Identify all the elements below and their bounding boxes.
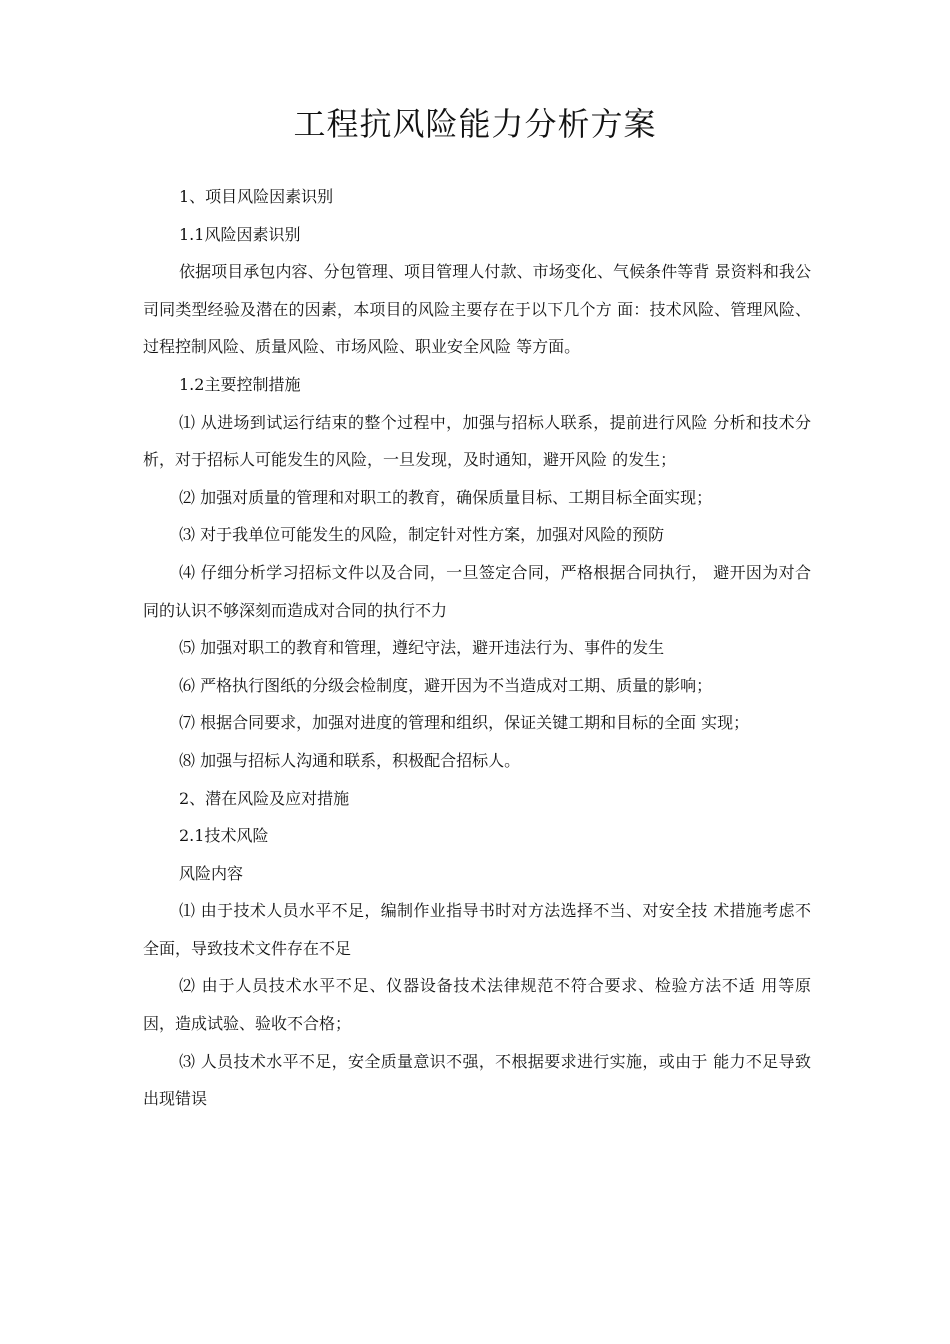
measure-item-1: ⑴ 从进场到试运行结束的整个过程中，加强与招标人联系，提前进行风险 分析和技术分析，对于招标人可能发生的风险，一旦发现，及时通知，避开风险 的发生； [143, 412, 811, 470]
document-title: 工程抗风险能力分析方案 [293, 105, 657, 143]
risk-content-label: 风险内容 [179, 863, 244, 883]
section-heading-1: 1、项目风险因素识别 [179, 187, 334, 206]
measure-item-2: ⑵ 加强对质量的管理和对职工的教育，确保质量目标、工期目标全面实现； [179, 487, 713, 507]
measure-item-4: ⑷ 仔细分析学习招标文件以及合同，一旦签定合同，严格根据合同执行， 避开因为对合同的认识不够深刻而造成对合同的执行不力 [143, 562, 811, 620]
measure-item-3: ⑶ 对于我单位可能发生的风险，制定针对性方案，加强对风险的预防 [179, 525, 665, 545]
subsection-heading-1-2: 1.2主要控制措施 [179, 374, 301, 394]
paragraph-risk-factors: 依据项目承包内容、分包管理、项目管理人付款、市场变化、气候条件等背 景资料和我公司同类型经验及潜在的因素，本项目的风险主要存在于以下几个方 面：技术风险、管理风险、过程控制风险、质量风险、市场风险、职业安全风险 等方面。 [143, 262, 811, 357]
risk-item-2: ⑵ 由于人员技术水平不足、仪器设备技术法律规范不符合要求、检验方法不适 用等原因，造成试验、验收不合格； [143, 976, 811, 1034]
section-heading-2: 2、潜在风险及应对措施 [179, 788, 350, 808]
measure-item-8: ⑻ 加强与招标人沟通和联系，积极配合招标人。 [179, 750, 521, 770]
risk-item-3: ⑶ 人员技术水平不足，安全质量意识不强，不根据要求进行实施，或由于 能力不足导致出现错误 [143, 1051, 811, 1109]
measure-item-6: ⑹ 严格执行图纸的分级会检制度，避开因为不当造成对工期、质量的影响； [179, 675, 713, 695]
risk-item-1: ⑴ 由于技术人员水平不足，编制作业指导书时对方法选择不当、对安全技 术措施考虑不全面，导致技术文件存在不足 [143, 901, 811, 958]
subsection-heading-2-1: 2.1技术风险 [179, 826, 269, 846]
document-body [143, 178, 811, 1118]
measure-item-5: ⑸ 加强对职工的教育和管理，遵纪守法，避开违法行为、事件的发生 [179, 638, 665, 658]
measure-item-7: ⑺ 根据合同要求，加强对进度的管理和组织，保证关键工期和目标的全面 实现； [179, 713, 750, 733]
subsection-heading-1-1: 1.1风险因素识别 [179, 224, 301, 244]
